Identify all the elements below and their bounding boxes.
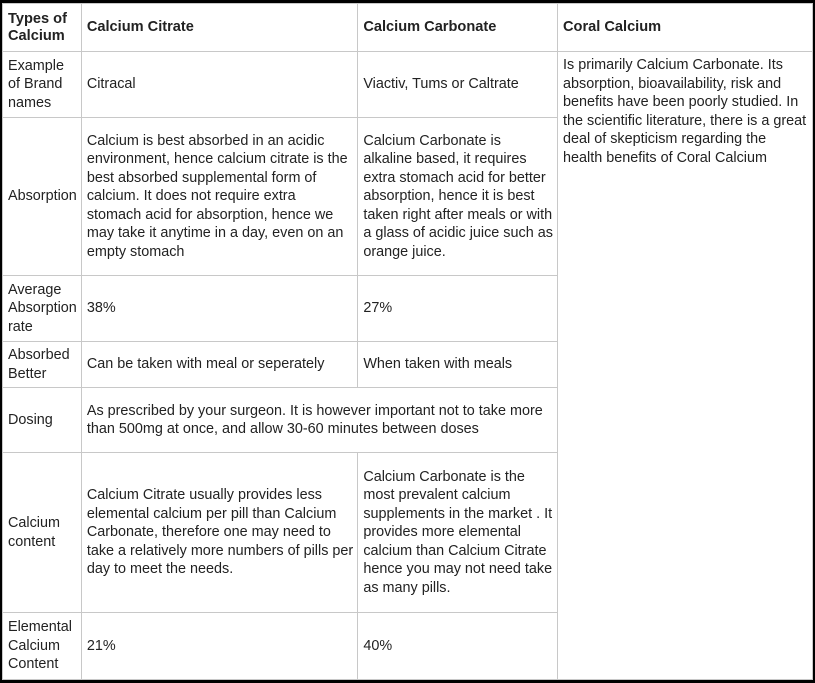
carbonate-cell: 40% bbox=[358, 613, 558, 680]
row-label: Example of Brand names bbox=[3, 52, 82, 118]
dosing-cell: As prescribed by your surgeon. It is however important not to take more than 500mg at once, and allow 30-60 minutes between doses bbox=[81, 388, 557, 453]
citrate-cell: Can be taken with meal or seperately bbox=[81, 342, 357, 388]
header-coral: Coral Calcium bbox=[558, 4, 813, 52]
carbonate-cell: Calcium Carbonate is alkaline based, it requires extra stomach acid for better absorption, hence it is best taken right after meals or with a glass of acidic juice such as orange juice. bbox=[358, 118, 558, 276]
calcium-comparison-table bbox=[2, 3, 813, 680]
row-label: Absorption bbox=[3, 118, 82, 276]
citrate-cell: Calcium Citrate usually provides less elemental calcium per pill than Calcium Carbonate, therefore one may need to take a relatively more numbers of pills per day to meet the needs. bbox=[81, 453, 357, 613]
comparison-table-frame bbox=[2, 3, 813, 679]
header-types: Types of Calcium bbox=[3, 4, 82, 52]
carbonate-cell: Viactiv, Tums or Caltrate bbox=[358, 52, 558, 118]
row-label: Average Absorption rate bbox=[3, 276, 82, 342]
carbonate-cell: 27% bbox=[358, 276, 558, 342]
citrate-cell: Citracal bbox=[81, 52, 357, 118]
coral-note-cell bbox=[558, 52, 813, 680]
header-row bbox=[3, 4, 813, 52]
row-label: Elemental Calcium Content bbox=[3, 613, 82, 680]
header-citrate: Calcium Citrate bbox=[81, 4, 357, 52]
citrate-cell: Calcium is best absorbed in an acidic environment, hence calcium citrate is the best absorbed supplemental form of calcium. It does not require extra stomach acid for absorption, hence we may take it anytime in a day, even on an empty stomach bbox=[81, 118, 357, 276]
row-label: Calcium content bbox=[3, 453, 82, 613]
row-label: Dosing bbox=[3, 388, 82, 453]
table-row bbox=[3, 52, 813, 118]
carbonate-cell: Calcium Carbonate is the most prevalent calcium supplements in the market . It provides more elemental calcium than Calcium Citrate hence you may not need take as many pills. bbox=[358, 453, 558, 613]
row-label: Absorbed Better bbox=[3, 342, 82, 388]
citrate-cell: 38% bbox=[81, 276, 357, 342]
citrate-cell: 21% bbox=[81, 613, 357, 680]
coral-note: Is primarily Calcium Carbonate. Its absorption, bioavailability, risk and benefits have been poorly studied. In the scientific literature, there is a great deal of skepticism regarding the health benefits of Coral Calcium bbox=[563, 57, 807, 166]
carbonate-cell: When taken with meals bbox=[358, 342, 558, 388]
header-carbonate: Calcium Carbonate bbox=[358, 4, 558, 52]
